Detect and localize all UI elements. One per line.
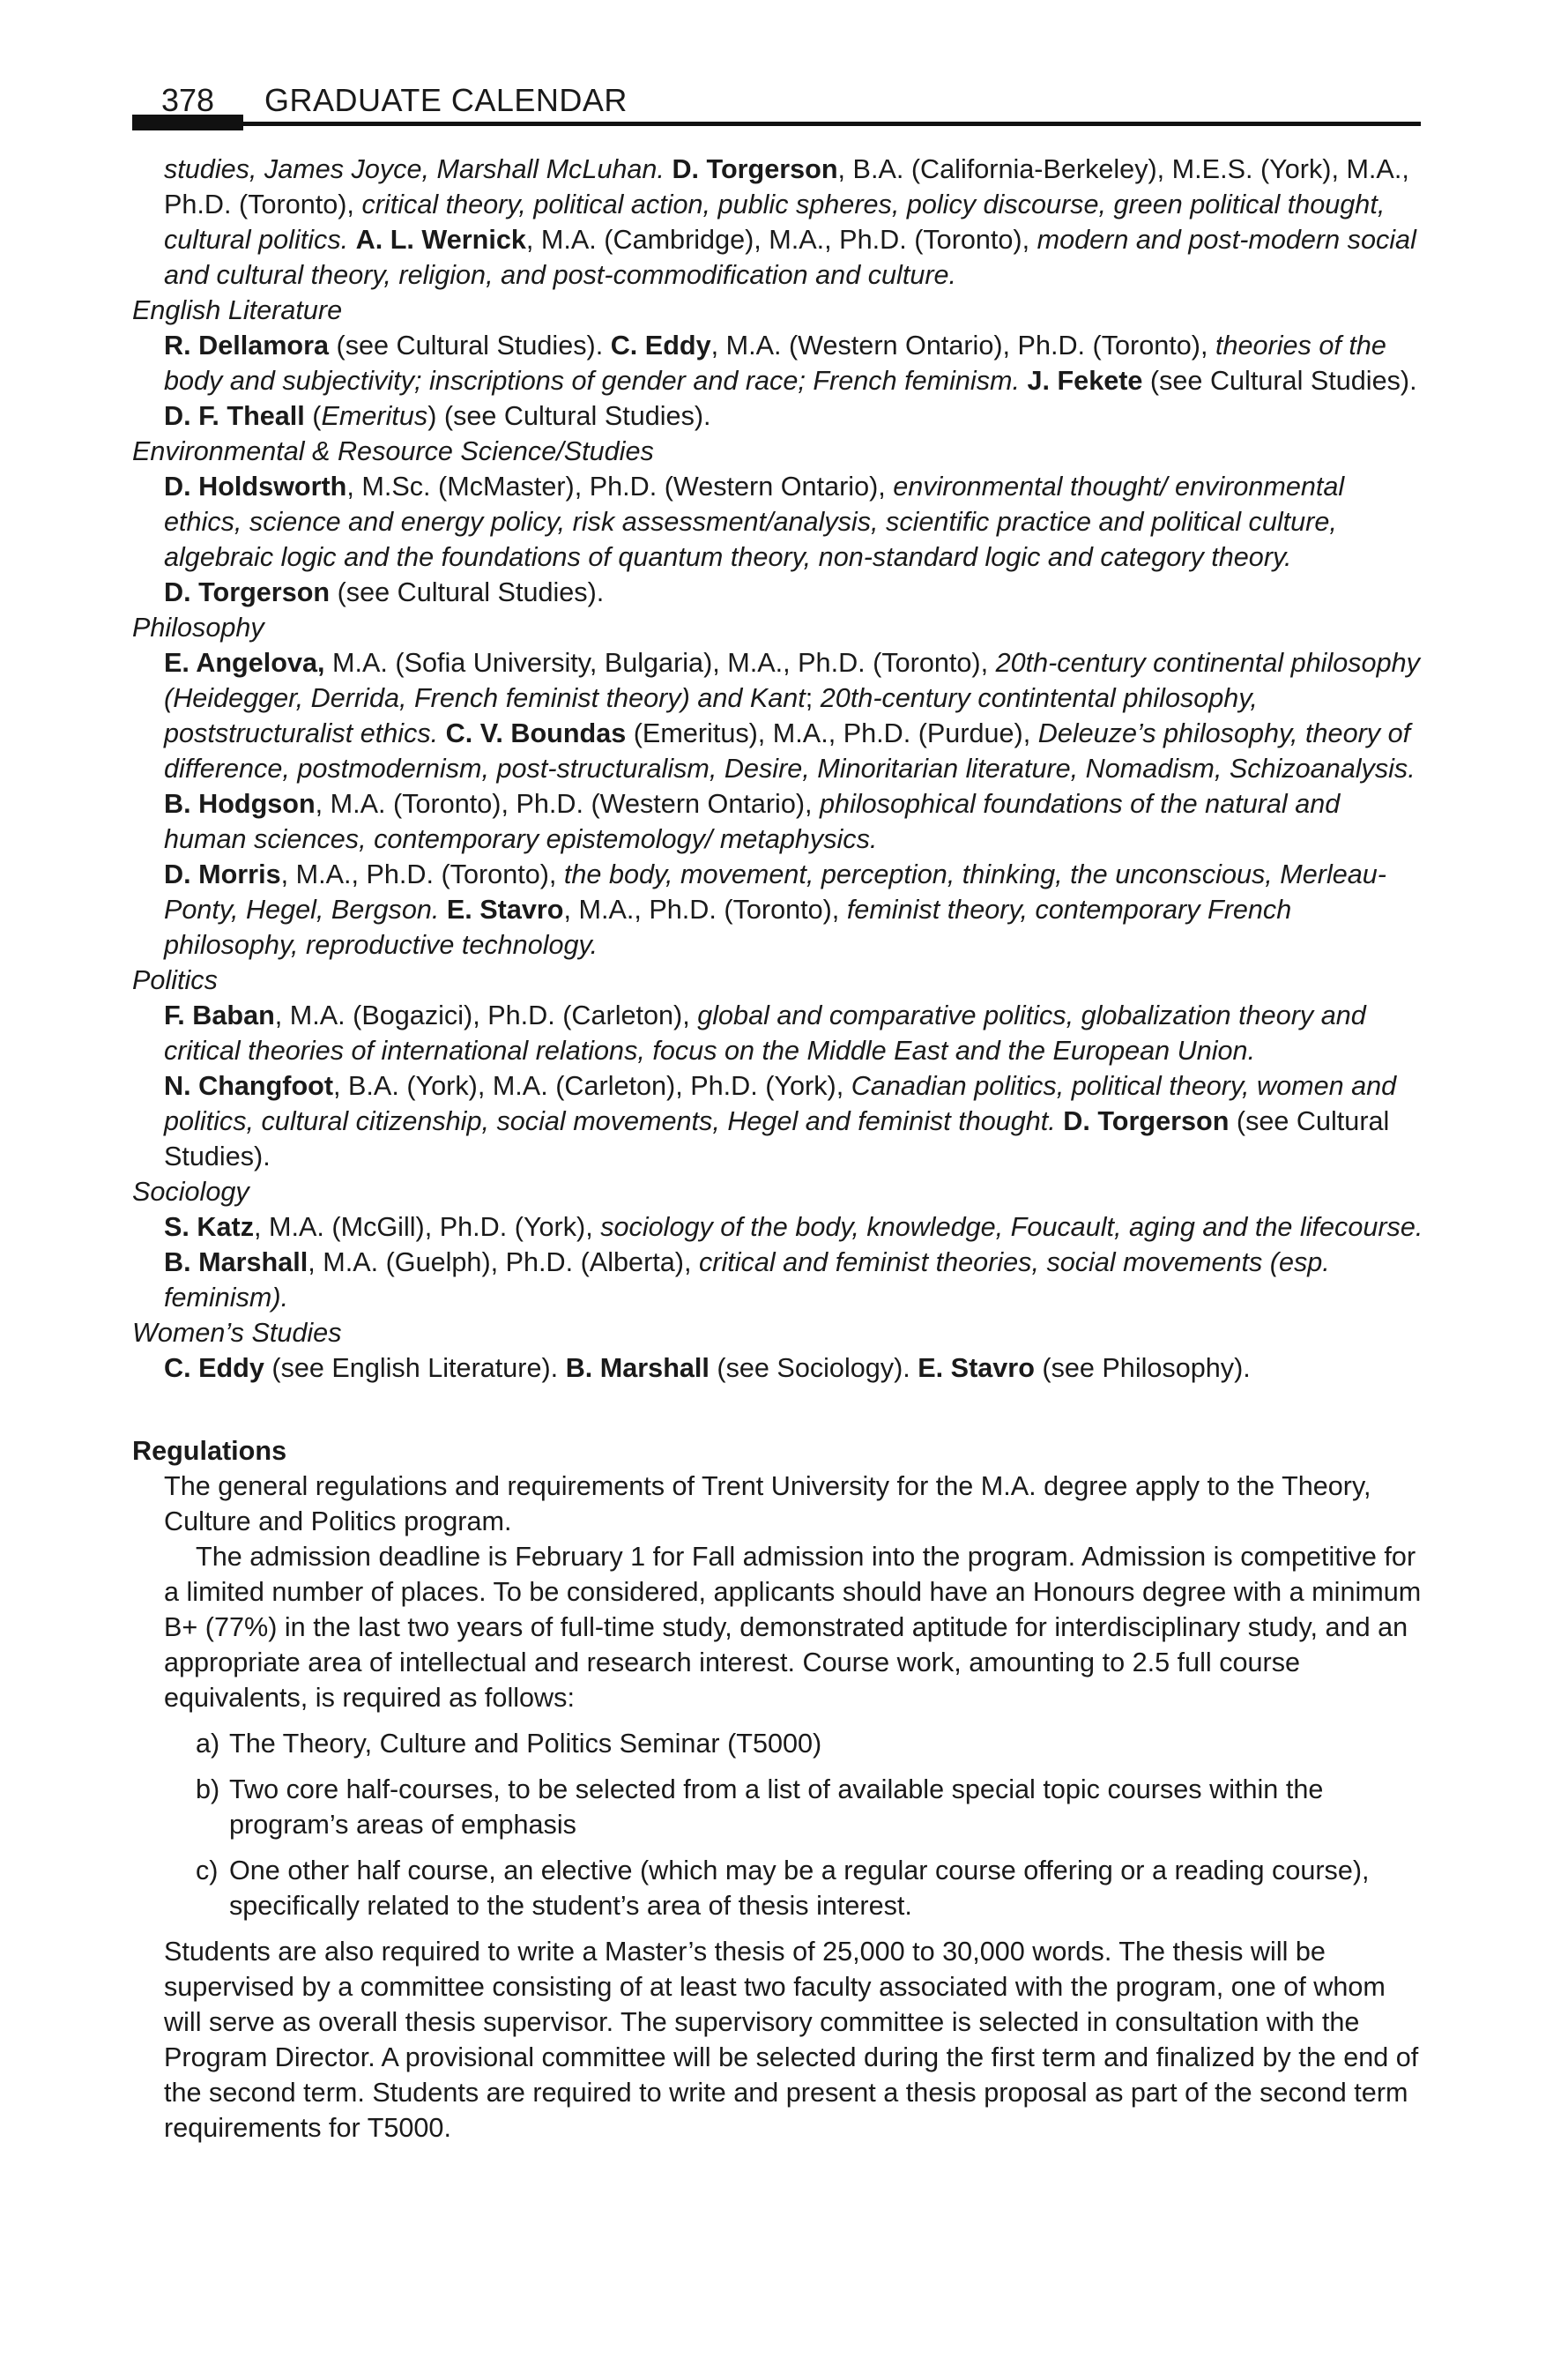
page-header xyxy=(0,0,1553,132)
course-requirements-list xyxy=(132,1726,1428,1923)
field-heading-philosophy: Philosophy xyxy=(132,613,264,643)
page-content xyxy=(132,152,1428,2146)
separator: ; xyxy=(805,683,821,713)
faculty-paragraph xyxy=(164,857,1428,963)
field-heading-sociology: Sociology xyxy=(132,1177,249,1207)
running-title: GRADUATE CALENDAR xyxy=(264,82,628,118)
faculty-name: R. Dellamora xyxy=(164,331,330,361)
field-heading-womens-studies: Women’s Studies xyxy=(132,1318,342,1348)
research-interests: sociology of the body, knowledge, Foucault, aging and the lifecourse. xyxy=(600,1212,1423,1242)
faculty-name: E. Angelova, xyxy=(164,648,325,678)
research-interests: critical theory, political action, public spheres, policy discourse, green political thought, cultural politics. xyxy=(164,190,1386,255)
faculty-name: D. F. Theall xyxy=(164,401,305,431)
credentials: , M.A. (Bogazici), Ph.D. (Carleton), xyxy=(274,1000,698,1030)
field-heading-english: English Literature xyxy=(132,295,343,325)
faculty-name: N. Changfoot xyxy=(164,1071,334,1101)
research-interests: the body, movement, perception, thinking, the unconscious, Merleau-Ponty, Hegel, Bergson. xyxy=(164,859,1386,925)
faculty-name: D. Holdsworth xyxy=(164,472,347,502)
faculty-name: B. Marshall xyxy=(164,1247,308,1277)
faculty-paragraph xyxy=(164,998,1428,1068)
credentials: , M.A. (Toronto), Ph.D. (Western Ontario), xyxy=(315,789,821,819)
research-interests: studies, James Joyce, Marshall McLuhan. xyxy=(164,154,665,184)
english-literature-faculty xyxy=(132,328,1428,434)
faculty-paragraph xyxy=(164,1350,1428,1386)
research-interests: Deleuze’s philosophy, theory of difference, postmodernism, post-structuralism, Desire, Minoritarian literature, Nomadism, Schizoanalysis. xyxy=(164,718,1416,784)
credentials: , M.A., Ph.D. (Toronto), xyxy=(563,895,847,925)
credentials: , M.A. (Cambridge), M.A., Ph.D. (Toronto), xyxy=(525,225,1037,255)
sociology-faculty xyxy=(132,1209,1428,1315)
faculty-name: D. Torgerson xyxy=(164,577,331,607)
credentials: , M.Sc. (McMaster), Ph.D. (Western Ontario), xyxy=(346,472,894,502)
faculty-name: B. Hodgson xyxy=(164,789,316,819)
faculty-name: D. Torgerson xyxy=(1063,1106,1230,1136)
research-interests: Canadian politics, political theory, women and politics, cultural citizenship, social movements, Hegel and feminist thought. xyxy=(164,1071,1397,1136)
faculty-name: F. Baban xyxy=(164,1000,275,1030)
research-interests: philosophical foundations of the natural and human sciences, contemporary epistemology/ metaphysics. xyxy=(164,789,1341,854)
research-interests: global and comparative politics, globalization theory and critical theories of international relations, focus on the Middle East and the European Union. xyxy=(164,1000,1366,1066)
credentials: (see Sociology). xyxy=(709,1353,918,1383)
research-interests: 20th-century continental philosophy (Heidegger, Derrida, French feminist theory) and Kant xyxy=(164,648,1420,713)
list-marker: b) xyxy=(196,1774,220,1804)
list-item-text: One other half course, an elective (which may be a regular course offering or a reading course), specifically related to the student’s area of thesis interest. xyxy=(229,1856,1370,1921)
regulations-paragraph-3: Students are also required to write a Master’s thesis of 25,000 to 30,000 words. The thesis will be supervised by a committee consisting of at least two faculty associated with the program, one of whom will serve as overall thesis supervisor. The supervisory committee is selected in consultation with the Program Director. A provisional committee will be selected during the first term and finalized by the end of the second term. Students are required to write and present a thesis proposal as part of the second term requirements for T5000. xyxy=(164,1937,1419,2143)
credentials: ( xyxy=(304,401,322,431)
list-marker: c) xyxy=(196,1856,219,1885)
credentials: , M.A., Ph.D. (Toronto), xyxy=(280,859,564,889)
faculty-name: E. Stavro xyxy=(446,895,564,925)
credentials: , M.A. (Guelph), Ph.D. (Alberta), xyxy=(308,1247,699,1277)
faculty-name: S. Katz xyxy=(164,1212,254,1242)
list-marker: a) xyxy=(196,1729,220,1759)
womens-studies-faculty xyxy=(132,1350,1428,1386)
cultural-studies-continuation xyxy=(132,152,1428,293)
credentials: , B.A. (California-Berkeley), M.E.S. (York), M.A., Ph.D. (Toronto), xyxy=(164,154,1409,219)
faculty-name: J. Fekete xyxy=(1027,366,1143,396)
faculty-paragraph xyxy=(164,152,1428,293)
philosophy-faculty xyxy=(132,645,1428,963)
credentials: (see Cultural Studies). xyxy=(330,577,605,607)
faculty-name: B. Marshall xyxy=(565,1353,710,1383)
credentials: (see Cultural Studies). xyxy=(164,1106,1390,1171)
list-item xyxy=(132,1772,1428,1842)
research-interests: feminist theory, contemporary French philosophy, reproductive technology. xyxy=(164,895,1292,960)
page-number: 378 xyxy=(161,82,215,118)
faculty-paragraph xyxy=(164,645,1428,857)
faculty-name: A. L. Wernick xyxy=(355,225,526,255)
credentials: (see Philosophy). xyxy=(1034,1353,1251,1383)
list-item-text: Two core half-courses, to be selected from a list of available special topic courses within the program’s areas of emphasis xyxy=(229,1774,1324,1840)
faculty-name: D. Morris xyxy=(164,859,281,889)
faculty-name: C. Eddy xyxy=(610,331,711,361)
section-spacer xyxy=(132,1386,1428,1433)
credentials: , B.A. (York), M.A. (Carleton), Ph.D. (York), xyxy=(333,1071,851,1101)
faculty-paragraph xyxy=(164,575,1428,610)
faculty-paragraph xyxy=(164,328,1428,434)
faculty-paragraph xyxy=(164,1209,1428,1315)
field-heading-politics: Politics xyxy=(132,965,218,995)
header-rule xyxy=(132,122,1421,126)
politics-faculty xyxy=(132,998,1428,1174)
regulations-heading: Regulations xyxy=(132,1436,287,1466)
faculty-name: D. Torgerson xyxy=(672,154,838,184)
emeritus-label: Emeritus xyxy=(321,401,428,431)
list-item-text: The Theory, Culture and Politics Seminar (T5000) xyxy=(229,1729,822,1759)
environmental-faculty xyxy=(132,469,1428,610)
regulations-paragraph-2: The admission deadline is February 1 for Fall admission into the program. Admission is competitive for a limited number of places. To be considered, applicants should have an Honours degree with a minimum B+ (77%) in the last two years of full-time study, demonstrated aptitude for interdisciplinary study, and an appropriate area of intellectual and research interest. Course work, amounting to 2.5 full course equivalents, is required as follows: xyxy=(164,1542,1422,1713)
faculty-name: C. V. Boundas xyxy=(445,718,627,748)
field-heading-environmental: Environmental & Resource Science/Studies xyxy=(132,436,654,466)
credentials: M.A. (Sofia University, Bulgaria), M.A., Ph.D. (Toronto), xyxy=(324,648,996,678)
credentials: , M.A. (Western Ontario), Ph.D. (Toronto), xyxy=(710,331,1215,361)
faculty-paragraph xyxy=(164,469,1428,575)
research-interests: critical and feminist theories, social movements (esp. feminism). xyxy=(164,1247,1330,1313)
credentials: (see Cultural Studies). xyxy=(329,331,611,361)
research-interests: theories of the body and subjectivity; inscriptions of gender and race; French feminism. xyxy=(164,331,1386,396)
faculty-name: E. Stavro xyxy=(918,1353,1035,1383)
faculty-name: C. Eddy xyxy=(164,1353,264,1383)
research-interests: modern and post-modern social and cultural theory, religion, and post-commodification and culture. xyxy=(164,225,1416,290)
credentials: (Emeritus), M.A., Ph.D. (Purdue), xyxy=(626,718,1038,748)
credentials: , M.A. (McGill), Ph.D. (York), xyxy=(254,1212,601,1242)
credentials: (see English Literature). xyxy=(264,1353,566,1383)
research-interests: 20th-century contintental philosophy, poststructuralist ethics. xyxy=(164,683,1258,748)
faculty-paragraph xyxy=(164,1068,1428,1174)
regulations-paragraph-1: The general regulations and requirements of Trent University for the M.A. degree apply to the Theory, Culture and Politics program. xyxy=(164,1471,1371,1536)
research-interests: environmental thought/ environmental ethics, science and energy policy, risk assessment/analysis, scientific practice and political culture, algebraic logic and the foundations of quantum theory, non-standard logic and category theory. xyxy=(164,472,1345,572)
credentials: ) (see Cultural Studies). xyxy=(427,401,711,431)
list-item xyxy=(132,1726,1428,1761)
list-item xyxy=(132,1853,1428,1923)
credentials: (see Cultural Studies). xyxy=(1142,366,1417,396)
